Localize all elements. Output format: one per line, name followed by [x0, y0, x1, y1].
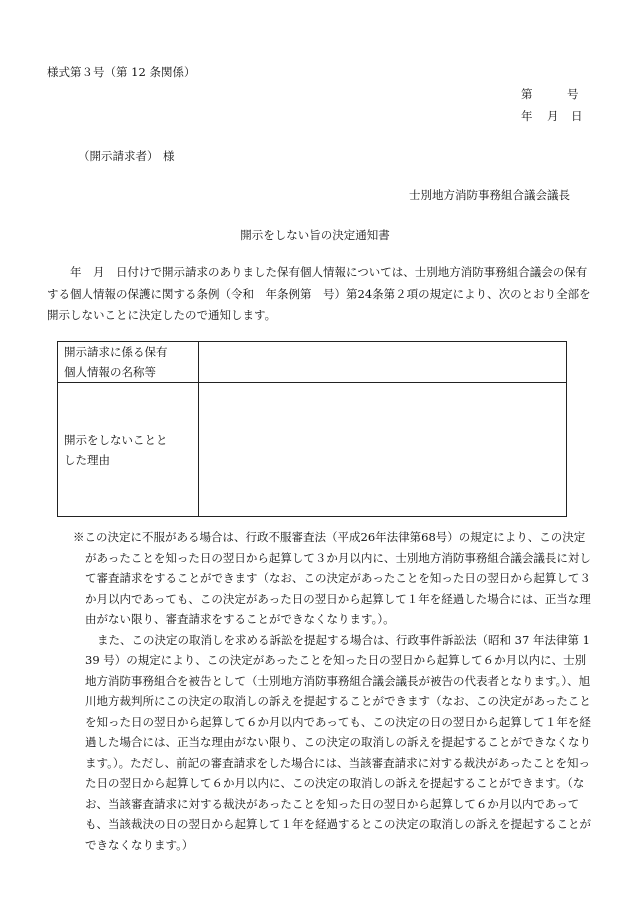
addressee-honorific: 様: [163, 149, 175, 163]
note-paragraph: また、この決定の取消しを求める訴訟を提起する場合は、行政事件訴訟法（昭和 37 年法律第 139 号）の規定により、この決定があったことを知った日の翌日から起算して６か月以内に、士別地方消防事務組合を被告として（士別地方消防事務組合議会議長が被告の代表者となります。）、旭川地方裁判所にこの決定の取消しの訴えを提起することができます（なお、この決定があったことを知った日の翌日から起算して６か月以内であっても、この決定の日の翌日から起算して１年を経過した場合には、正当な理由がない限り、この決定の取消しの訴えを提起することができなくなります。）。ただし、前記の審査請求をした場合には、当該審査請求に対する裁決があったことを知った日の翌日から起算して６か月以内に、この決定の取消しの訴えを提起することができます。（なお、当該審査請求に対する裁決があったことを知った日の翌日から起算して６か月以内であっても、当該裁決の日の翌日から起算して１年を経過するとこの決定の取消しの訴えを提起することができなくなります。）: [85, 632, 591, 852]
table-label-cell: [58, 383, 199, 517]
table-label-line: 個人情報の名称等: [64, 365, 156, 379]
table-label-cell: [58, 342, 199, 383]
info-table: [57, 341, 567, 517]
document-title: 開示をしない旨の決定通知書: [240, 228, 390, 242]
sender-title: 士別地方消防事務組合議会議長: [409, 188, 570, 202]
document-number-suffix: 号: [567, 87, 579, 101]
table-row: [58, 383, 567, 517]
date-day-label: 日: [571, 109, 583, 123]
form-number: 様式第３号（第 12 条関係）: [47, 65, 196, 79]
table-row: [58, 342, 567, 383]
date-month-label: 月: [547, 109, 559, 123]
table-label-line: 開示をしないことと: [64, 432, 168, 447]
table-label-line: した理由: [64, 452, 110, 467]
table-label-line: 開示請求に係る保有: [64, 345, 168, 359]
table-value-cell: [199, 342, 567, 383]
table-value-cell: [199, 383, 567, 517]
addressee-name: （開示請求者）: [78, 149, 159, 163]
notes-section: [73, 527, 593, 855]
date-year-label: 年: [521, 109, 533, 123]
body-paragraph: 年 月 日付けで開示請求のありました保有個人情報については、士別地方消防事務組合議会の保有する個人情報の保護に関する条例（令和 年条例第 号）第24条第２項の規定により、次のとおり全部を開示しないことに決定したので通知します。: [47, 265, 591, 322]
note-paragraph: ※この決定に不服がある場合は、行政不服審査法（平成26年法律第68号）の規定により、この決定があったことを知った日の翌日から起算して３か月以内に、士別地方消防事務組合議会議長に対して審査請求をすることができます（なお、この決定があったことを知った日の翌日から起算して３か月以内であっても、この決定があった日の翌日から起算して１年を経過した場合には、正当な理由がない限り、審査請求をすることができなくなります。）。: [73, 530, 591, 626]
document-number-label: 第: [521, 87, 533, 101]
